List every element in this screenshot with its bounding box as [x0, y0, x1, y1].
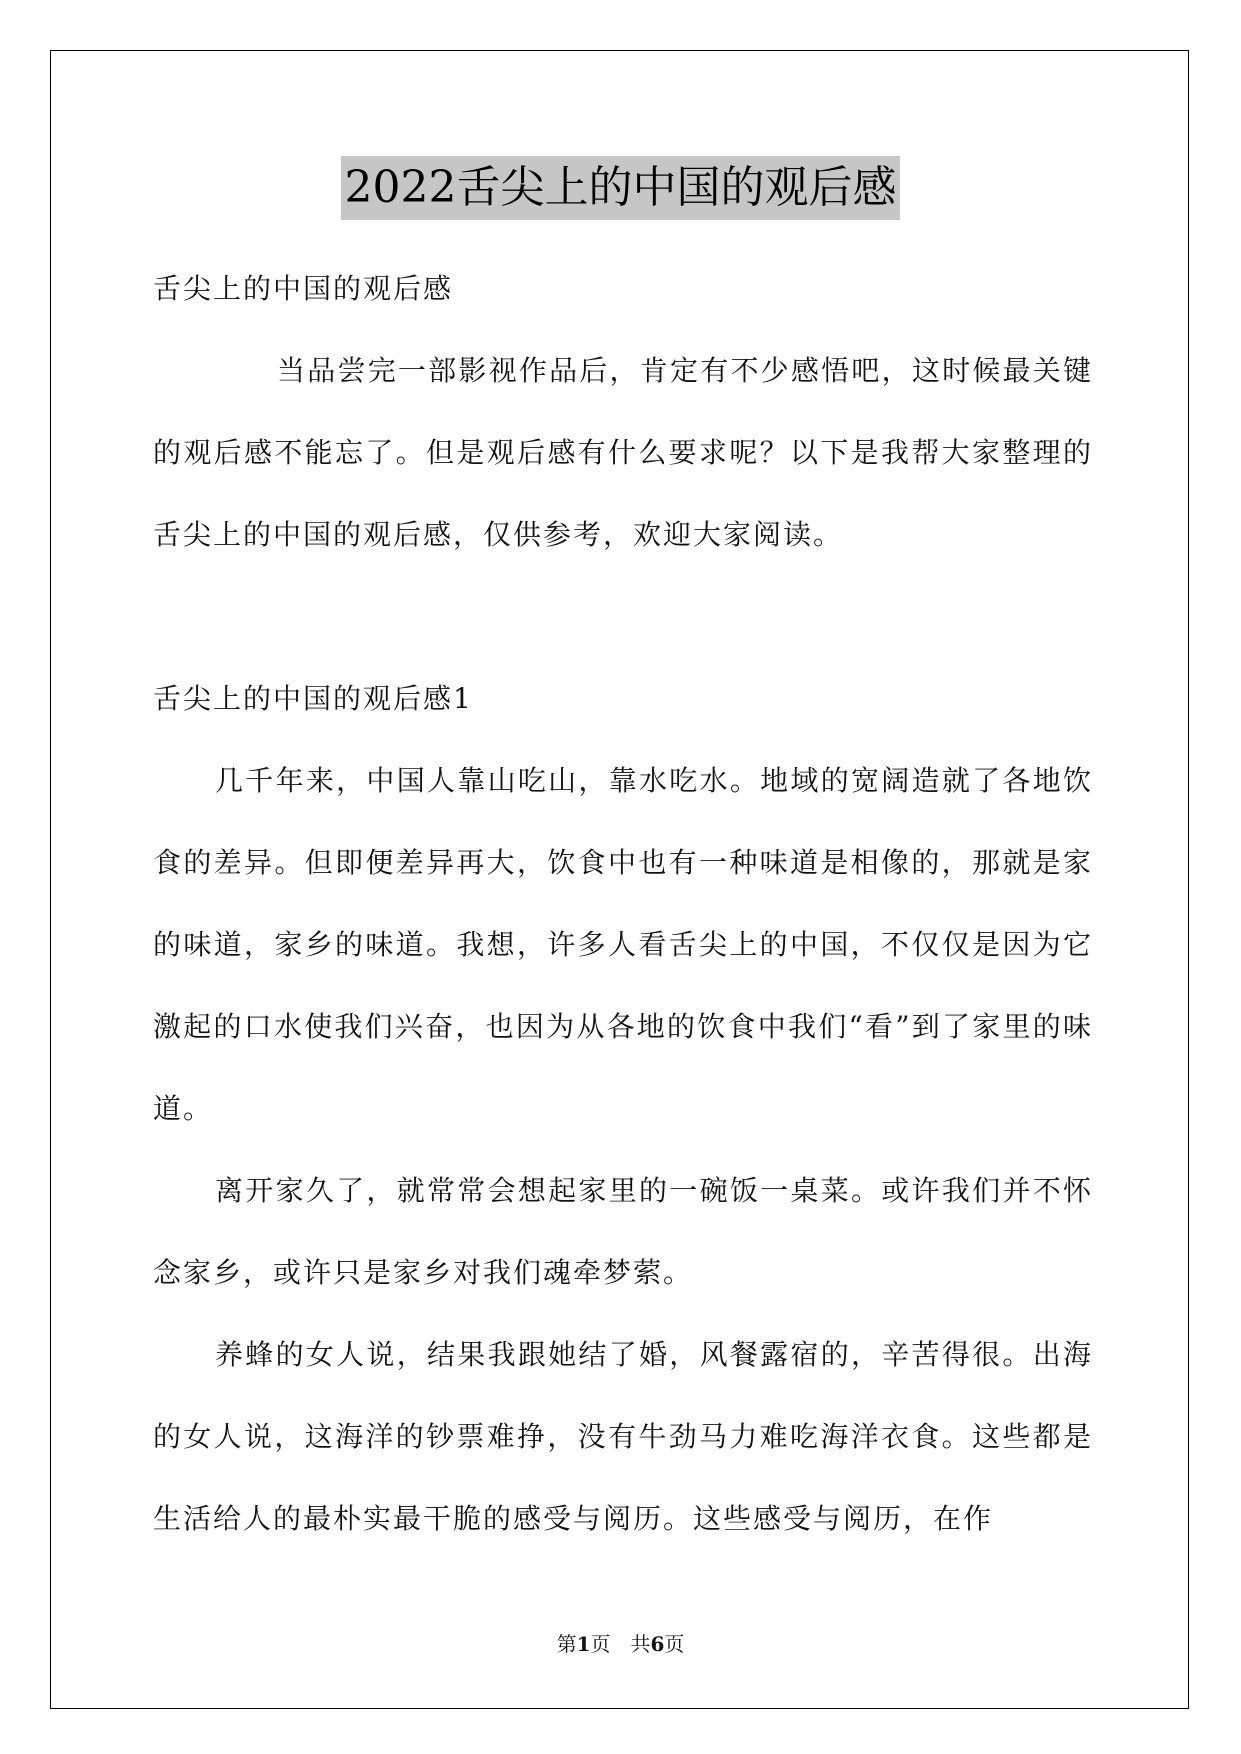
body-paragraph: 离开家久了，就常常会想起家里的一碗饭一桌菜。或许我们并不怀念家乡，或许只是家乡对我们魂牵梦萦。	[153, 1174, 1093, 1289]
section-heading: 舌尖上的中国的观后感1	[153, 682, 473, 715]
footer-page-total: 6	[650, 1632, 665, 1656]
document-title: 2022舌尖上的中国的观后感	[341, 156, 901, 220]
body-paragraph: 养蜂的女人说，结果我跟她结了婚，风餐露宿的，辛苦得很。出海的女人说，这海洋的钞票难挣，没有牛劲马力难吃海洋衣食。这些都是生活给人的最朴实最干脆的感受与阅历。这些感受与阅历，在作	[153, 1338, 1093, 1535]
footer-page-mid: 页 共	[590, 1632, 651, 1656]
footer-page-current: 1	[576, 1632, 591, 1656]
page-footer	[0, 1628, 1241, 1657]
title-wrap	[0, 156, 1241, 220]
intro-paragraph: 当品尝完一部影视作品后，肯定有不少感悟吧，这时候最关键的观后感不能忘了。但是观后感有什么要求呢？以下是我帮大家整理的舌尖上的中国的观后感，仅供参考，欢迎大家阅读。	[153, 354, 1093, 551]
document-body	[153, 248, 1093, 1560]
subtitle: 舌尖上的中国的观后感	[153, 272, 454, 305]
footer-page-suffix: 页	[664, 1632, 685, 1656]
footer-page-prefix: 第	[556, 1632, 577, 1656]
blank-line	[153, 576, 1093, 658]
body-paragraph: 几千年来，中国人靠山吃山，靠水吃水。地域的宽阔造就了各地饮食的差异。但即便差异再大，饮食中也有一种味道是相像的，那就是家的味道，家乡的味道。我想，许多人看舌尖上的中国，不仅仅是因为它激起的口水使我们兴奋，也因为从各地的饮食中我们“看”到了家里的味道。	[153, 764, 1093, 1125]
